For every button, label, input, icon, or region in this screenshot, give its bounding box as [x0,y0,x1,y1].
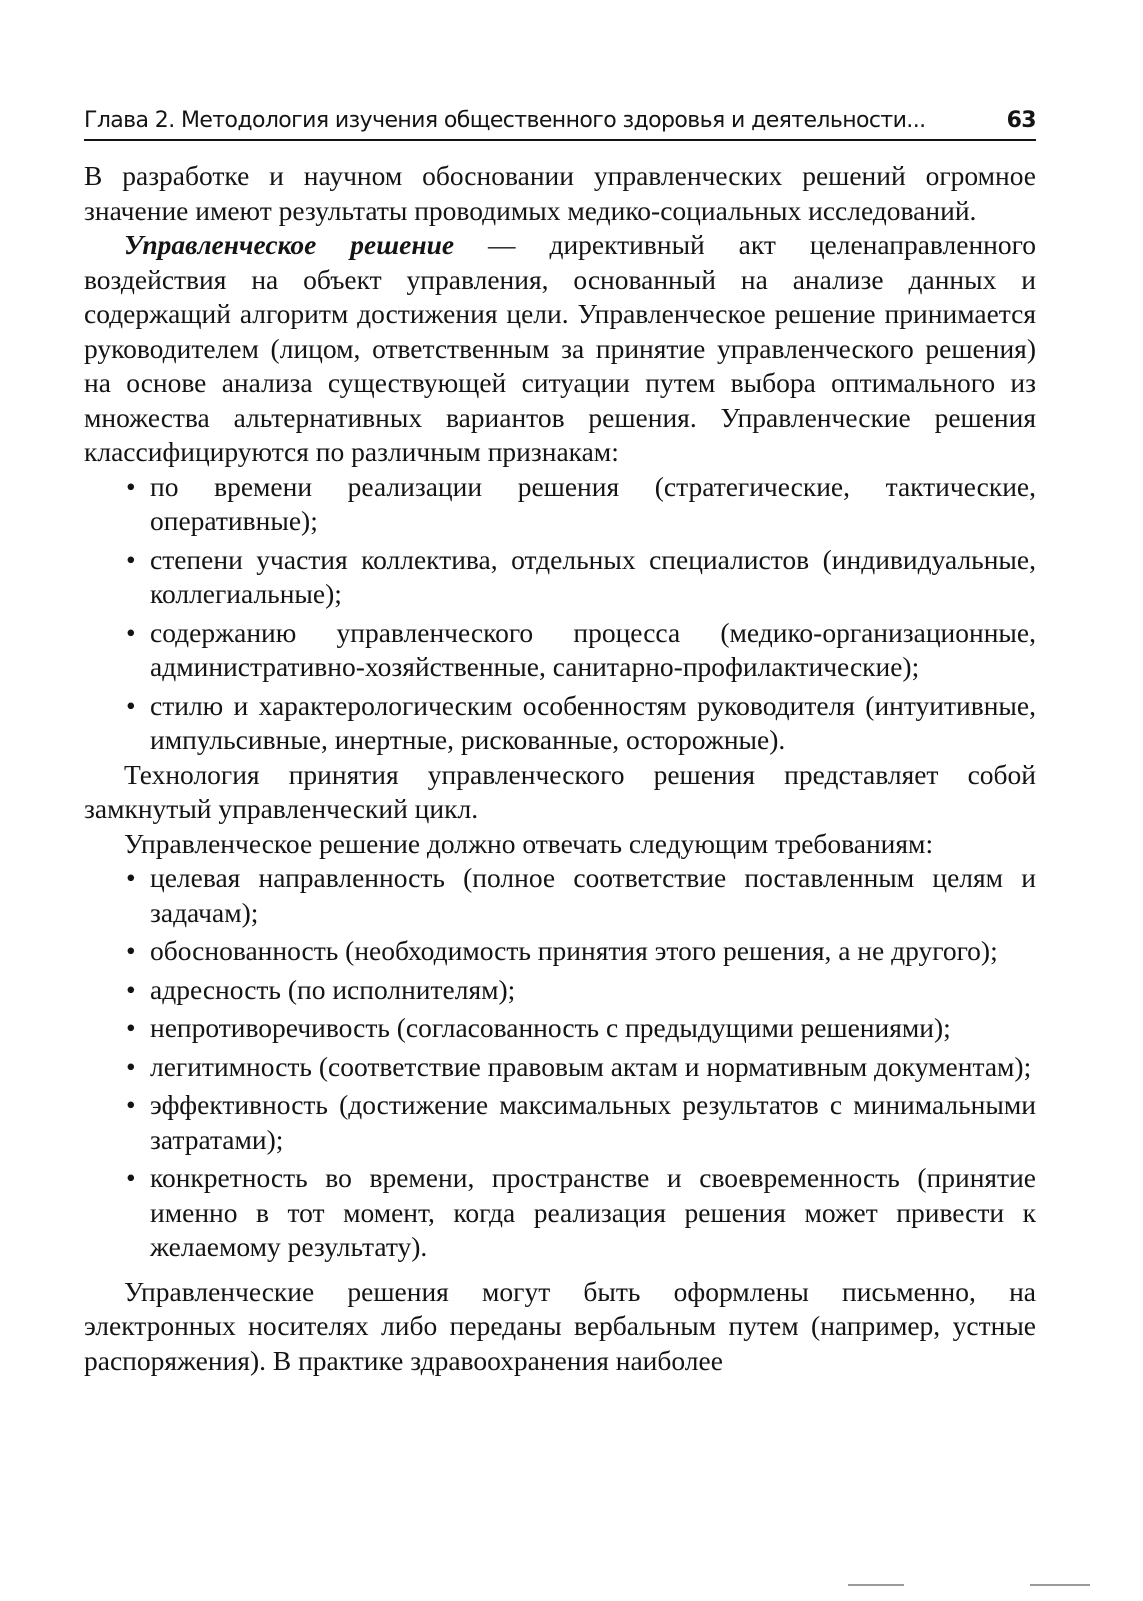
final-paragraph: Управленческие решения могут быть оформлены письменно, на электронных носителях либо переданы вербальным путем (например, устные распоряжения). В практике здравоохранения наиболее [84,1275,1036,1376]
body-text [84,159,1036,1378]
list-item: • адресность (по исполнителям); [150,973,1036,1008]
list-item: • целевая направленность (полное соответствие поставленным целям и задачам); [150,861,1036,930]
book-page [84,108,1036,1378]
list-item: • по времени реализации решения (стратегические, тактические, оперативные); [150,470,1036,539]
list-item: • непротиворечивость (согласованность с предыдущими решениями); [150,1011,1036,1046]
list-item: • обоснованность (необходимость принятия этого решения, а не другого); [150,934,1036,969]
list-item: • конкретность во времени, пространстве и своевременность (принятие именно в тот момент, когда реализация решения может привести к желаемому результату). [150,1161,1036,1265]
list-item: • легитимность (соответствие правовым актам и нормативным документам); [150,1050,1036,1085]
classification-list [84,470,1036,758]
technology-paragraph: Технология принятия управленческого решения представляет собой замкнутый управленческий цикл. [84,758,1036,824]
list-item: • степени участия коллектива, отдельных специалистов (индивидуальные, коллегиальные); [150,543,1036,612]
list-item: • содержанию управленческого процесса (медико-организационные, административно-хозяйственные, санитарно-профилактические); [150,616,1036,685]
list-item: • эффективность (достижение максимальных результатов с минимальными затратами); [150,1088,1036,1157]
running-header [84,108,1036,141]
definition-term: Управленческое решение [124,229,455,260]
requirements-intro: Управленческое решение должно отвечать следующим требованиям: [124,827,934,859]
scan-edge-marks [0,1584,1143,1588]
intro-paragraph: В разработке и научном обосновании управленческих решений огромное значение имеют результаты проводимых медико-социальных исследований. [84,160,1036,226]
list-item: • стилю и характерологическим особенностям руководителя (интуитивные, импульсивные, инертные, рискованные, осторожные). [150,689,1036,758]
definition-text: — директивный акт целенаправленного воздействия на объект управления, основанный на анализе данных и содержащий алгоритм достижения цели. Управленческое решение принимается руководителем (лицом, ответственным за принятие управленческого решения) на основе анализа существующей ситуации путем выбора оптимального из множества альтернативных вариантов решения. Управленческие решения классифицируются по различным признакам: [84,229,1036,467]
requirements-list [84,861,1036,1265]
page-number: 63 [1006,108,1036,133]
chapter-title: Глава 2. Методология изучения общественного здоровья и деятельности... [84,108,926,133]
definition-paragraph [84,228,1036,470]
